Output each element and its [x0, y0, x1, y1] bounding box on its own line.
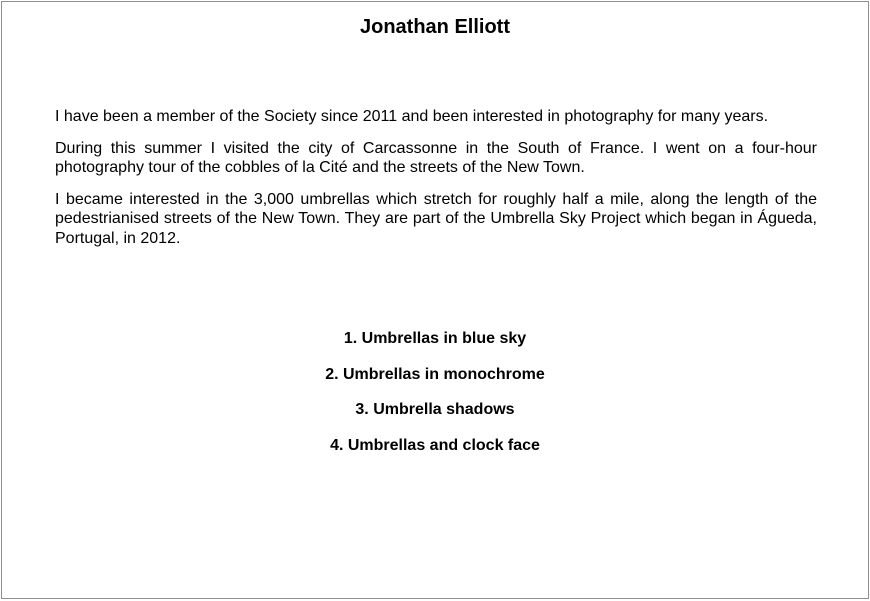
document-page: [1, 1, 869, 599]
paragraph-umbrella-project: I became interested in the 3,000 umbrellas which stretch for roughly half a mile, along the length of the pedestrianised streets of the New Town. They are part of the Umbrella Sky Project which began in Águeda, Portugal, in 2012.: [55, 190, 817, 247]
document-body: [55, 107, 817, 260]
paragraph-membership: I have been a member of the Society since 2011 and been interested in photography for many years.: [55, 108, 769, 125]
photo-title-list: [2, 329, 868, 471]
photo-title-4: 4. Umbrellas and clock face: [330, 436, 540, 454]
paragraph-carcassonne-visit: During this summer I visited the city of Carcassonne in the South of France. I went on a four-hour photography tour of the cobbles of la Cité and the streets of the New Town.: [55, 139, 817, 176]
document-title: Jonathan Elliott: [360, 16, 510, 38]
photo-title-2: 2. Umbrellas in monochrome: [325, 365, 545, 383]
photo-title-3: 3. Umbrella shadows: [355, 401, 515, 418]
photo-title-1: 1. Umbrellas in blue sky: [343, 330, 527, 347]
